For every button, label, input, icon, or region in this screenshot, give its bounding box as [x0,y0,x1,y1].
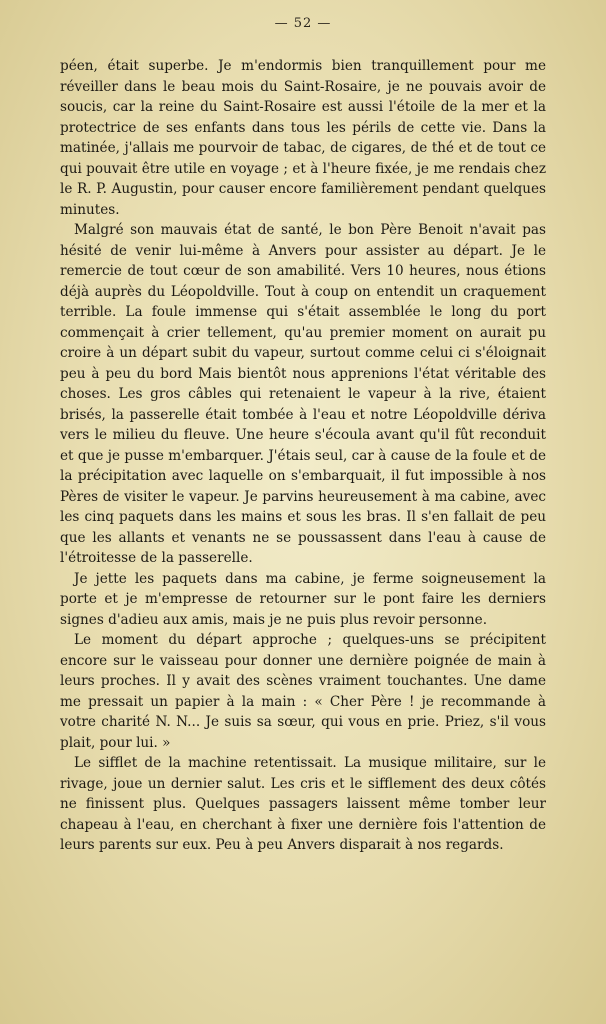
paragraph-3: Je jette les paquets dans ma cabine, je ferme soigneusement la porte et je m'empresse de retourner sur le pont faire les derniers signes d'adieu aux amis, mais je ne puis plus revoir personne. [60,570,546,628]
paragraph-4: Le moment du départ approche ; quelques-uns se précipitent encore sur le vaisseau pour donner une dernière poignée de main à leurs proches. Il y avait des scènes vraiment touchantes. Une dame me pressait un papier à la main : « Cher Père ! je recommande à votre charité N. N... Je suis sa sœur, qui vous en prie. Priez, s'il vous plait, pour lui. » [60,632,546,751]
paragraph-2: Malgré son mauvais état de santé, le bon Père Benoit n'avait pas hésité de venir lui-même à Anvers pour assister au départ. Je le remercie de tout cœur de son amabilité. Vers 10 heures, nous étions déjà auprès du Léopoldville. Tout à coup on entendit un craquement terrible. La foule immense qui s'était assemblée le long du port commençait à crier tellement, qu'au premier moment on aurait pu croire à un départ subit du vapeur, surtout comme celui ci s'éloignait peu à peu du bord Mais bientôt nous apprenions l'état véritable des choses. Les gros câbles qui retenaient le vapeur à la rive, étaient brisés, la passerelle était tombée à l'eau et notre Léopoldville dériva vers le milieu du fleuve. Une heure s'écoula avant qu'il fût reconduit et que je pusse m'embarquer. J'étais seul, car à cause de la foule et de la précipitation avec laquelle on s'embarquait, il fut impossible à nos Pères de visiter le vapeur. Je parvins heureusement à ma cabine, avec les cinq paquets dans les mains et sous les bras. Il s'en fallait de peu que les allants et venants ne se poussassent dans l'eau à cause de l'étroitesse de la passerelle. [60,222,546,566]
paragraph-5: Le sifflet de la machine retentissait. La musique militaire, sur le rivage, joue un dernier salut. Les cris et le sifflement des deux côtés ne finissent plus. Quelques passagers laissent même tomber leur chapeau à l'eau, en cherchant à fixer une dernière fois l'attention de leurs parents sur eux. Peu à peu Anvers disparait à nos regards. [60,755,546,853]
body-text [60,56,546,856]
page-number: — 52 — [274,16,332,31]
paragraph-1: péen, était superbe. Je m'endormis bien tranquillement pour me réveiller dans le beau mois du Saint-Rosaire, je ne pouvais avoir de soucis, car la reine du Saint-Rosaire est aussi l'étoile de la mer et la protectrice de ses enfants dans tous les périls de cette vie. Dans la matinée, j'allais me pourvoir de tabac, de cigares, de thé et de tout ce qui pouvait être utile en voyage ; et à l'heure fixée, je me rendais chez le R. P. Augustin, pour causer encore familièrement pendant quelques minutes. [60,58,546,218]
